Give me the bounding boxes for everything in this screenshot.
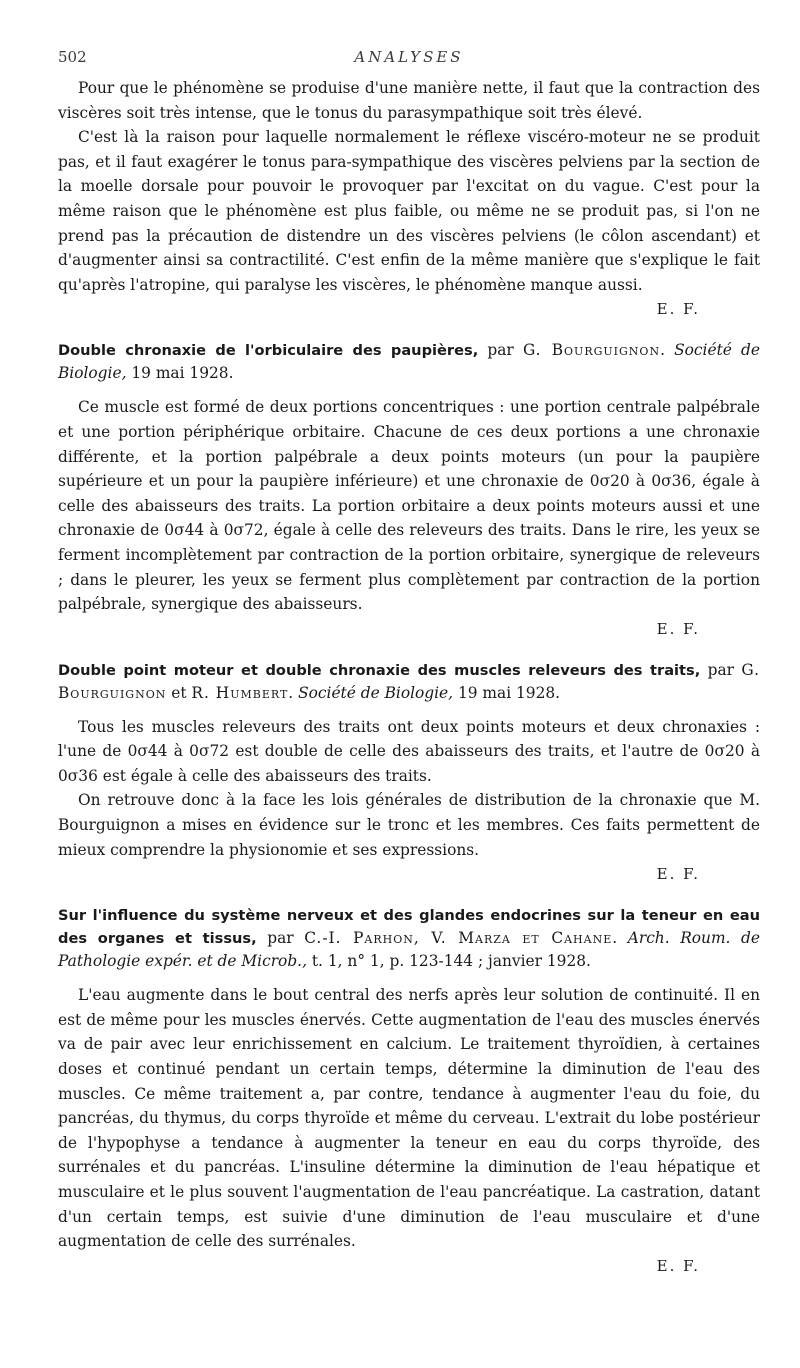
- running-head: [58, 40, 760, 76]
- article-authors: G. Bourguignon: [522, 341, 661, 360]
- analysis-entry: [58, 659, 760, 887]
- journal-section-title: ANALYSES: [354, 48, 464, 66]
- analysis-entry: [58, 339, 760, 640]
- article-coauthor: R. Humbert: [191, 683, 289, 702]
- body-paragraph: L'eau augmente dans le bout central des nerfs après leur solution de continuité. Il en est de même pour les muscles énervés. Cette augmentation de l'eau des muscles énervés va de pair avec leur enrichissement en calcium. Le traitement thyroïdien, à certaines doses et continué pendant un certain temps, détermine la diminution de l'eau des muscles. Ce même traitement a, par contre, tendance à augmenter l'eau du foie, du pancréas, du thymus, du corps thyroïde et même du cerveau. L'extrait du lobe postérieur de l'hypophyse a tendance à augmenter la teneur en eau du corps thyroïde, des surrénales et du pancréas. L'insuline détermine la diminution de l'eau hépatique et musculaire et le plus souvent l'augmentation de l'eau pancréatique. La castration, datant d'un certain temps, est suivie d'une diminution de l'eau musculaire et d'une augmentation de celle des surrénales.: [58, 986, 760, 1251]
- article-date: 19 mai 1928.: [126, 364, 234, 383]
- by-word: par: [256, 929, 305, 948]
- continued-analysis: [58, 76, 760, 321]
- article-heading: [58, 659, 760, 705]
- article-heading: [58, 339, 760, 385]
- body-paragraph: Pour que le phénomène se produise d'une manière nette, il faut que la contraction des viscères soit très intense, que le tonus du parasympathique soit très élevé.: [58, 79, 760, 122]
- citation-separator: .: [660, 341, 675, 360]
- by-word: par: [700, 660, 742, 679]
- author-signature: E. F.: [656, 300, 700, 319]
- journal-page: [58, 40, 760, 1284]
- article-date: t. 1, n° 1, p. 123-144 ; janvier 1928.: [306, 952, 591, 971]
- article-headline: Double chronaxie de l'orbiculaire des paupières,: [58, 342, 479, 360]
- by-word: par: [478, 341, 523, 360]
- author-signature: E. F.: [656, 865, 700, 884]
- author-signature: E. F.: [656, 619, 700, 638]
- article-authors: G. Bourguignon: [58, 660, 761, 702]
- body-paragraph: Tous les muscles releveurs des traits ont deux points moteurs et deux chronaxies : l'une de 0σ44 à 0σ72 est double de celle des abaisseurs des traits, et l'autre de 0σ20 à 0σ36 est égale à celle des abaisseurs des traits.: [58, 717, 760, 785]
- body-paragraph: C'est là la raison pour laquelle normalement le réflexe viscéro-moteur ne se produit pas, et il faut exagérer le tonus para-sympathique des viscères pelviens par la section de la moelle dorsale pour pouvoir le provoquer par l'excitat on du vague. C'est pour la même raison que le phénomène est plus faible, ou même ne se produit pas, si l'on ne prend pas la précaution de distendre un des viscères pelviens (le côlon ascendant) et d'augmenter ainsi sa contractilité. C'est enfin de la même manière que s'explique le fait qu'après l'atropine, qui paralyse les viscères, le phénomène manque aussi.: [58, 128, 760, 294]
- article-headline: Sur l'influence du système nerveux et des glandes endocrines sur la teneur en eau des organes et tissus,: [58, 907, 760, 948]
- article-source: Arch. Roum. de Pathologie expér. et de Microb.,: [58, 929, 760, 971]
- body-paragraph: Ce muscle est formé de deux portions concentriques : une portion centrale palpébrale et une portion périphérique orbitaire. Chacune de ces deux portions a une chronaxie différente, et la portion palpébrale a deux points moteurs (un pour la paupière supérieure et un pour la paupière inférieure) et une chronaxie de 0σ20 à 0σ36, égale à celle des abaisseurs des traits. La portion orbitaire a deux points moteurs aussi et une chronaxie de 0σ44 à 0σ72, égale à celle des releveurs des traits. Dans le rire, les yeux se ferment incomplètement par contraction de la portion orbitaire, synergique de releveurs ; dans le pleurer, les yeux se ferment plus complètement par contraction de la portion palpébrale, synergique des abaisseurs.: [58, 398, 760, 614]
- article-headline: Double point moteur et double chronaxie des muscles releveurs des traits,: [58, 661, 701, 679]
- article-source: Société de Biologie,: [58, 341, 760, 383]
- article-source: Société de Biologie,: [298, 683, 454, 702]
- article-heading: [58, 904, 760, 973]
- article-date: 19 mai 1928.: [453, 683, 561, 702]
- citation-separator: .: [288, 683, 299, 702]
- page-number: 502: [58, 48, 87, 66]
- author-joiner: et: [166, 683, 192, 702]
- article-authors: C.-I. Parhon, V. Marza et Cahane: [304, 929, 613, 948]
- author-signature: E. F.: [656, 1256, 700, 1275]
- analysis-entry: [58, 904, 760, 1278]
- body-paragraph: On retrouve donc à la face les lois générales de distribution de la chronaxie que M. Bourguignon a mises en évidence sur le tronc et les membres. Ces faits permettent de mieux comprendre la physionomie et ses expressions.: [58, 791, 760, 859]
- citation-separator: .: [612, 929, 628, 948]
